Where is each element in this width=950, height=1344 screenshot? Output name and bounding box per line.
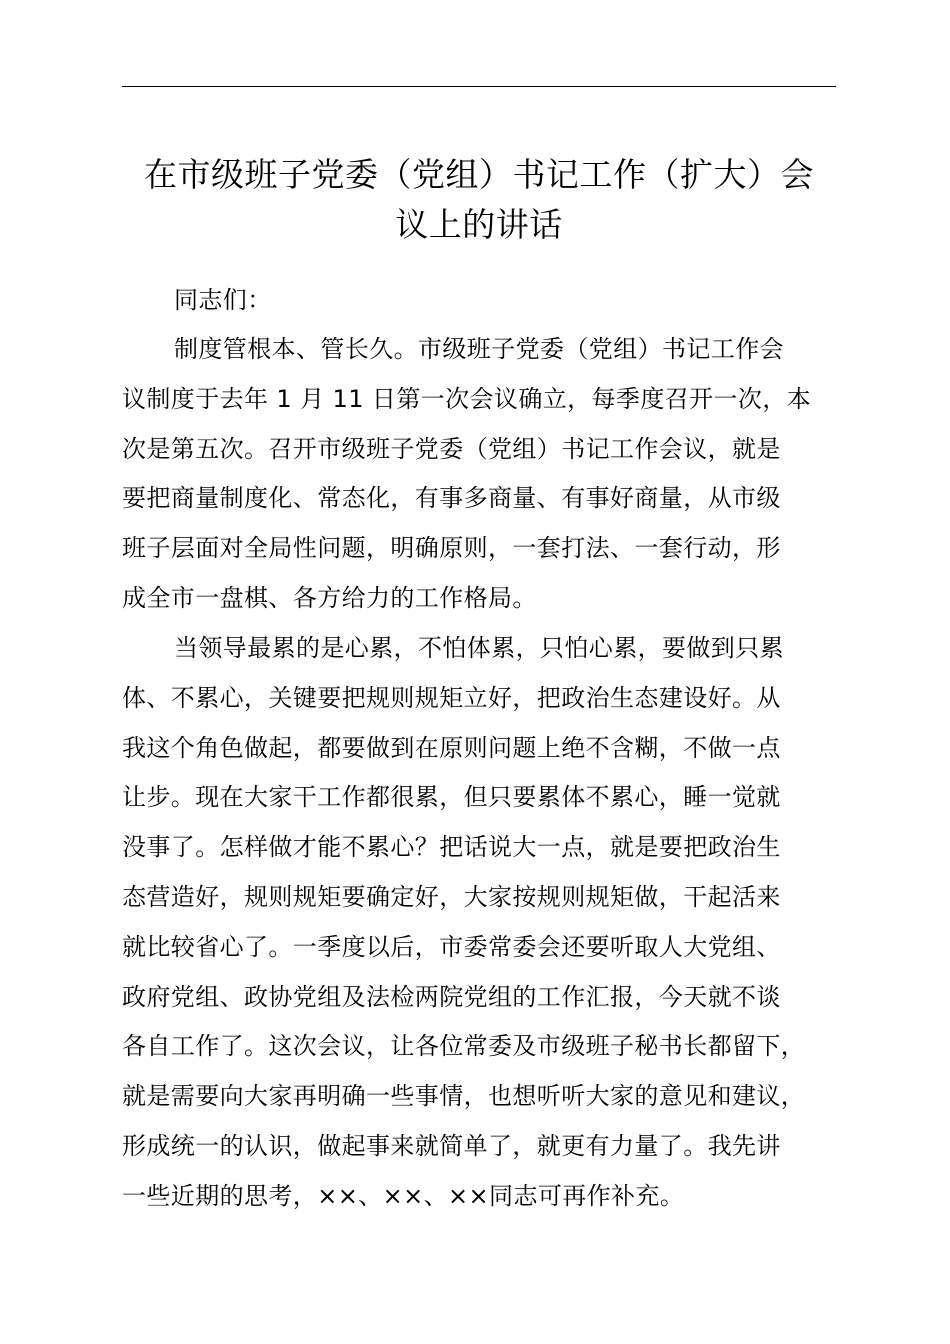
title-line-2: 议上的讲话 [395,205,563,244]
title-line-1: 在市级班子党委（党组）书记工作（扩大）会 [144,155,814,194]
paragraph-line: 成全市一盘棋、各方给力的工作格局。 [122,583,537,612]
paragraph-line: 当领导最累的是心累，不怕体累，只怕心累，要做到只累 [174,634,784,662]
paragraph-line: 要把商量制度化、常态化，有事多商量、有事好商量，从市级 [122,484,781,513]
paragraph-line: 态营造好，规则规矩要确定好，大家按规则规矩做，干起活来 [122,882,781,911]
paragraph-line: 班子层面对全局性问题，明确原则，一套打法、一套行动，形 [122,534,781,563]
paragraph-line: 就是需要向大家再明确一些事情，也想听听大家的意见和建议， [122,1082,806,1111]
paragraph-1 [122,325,862,624]
paragraph-line: 让步。现在大家干工作都很累，但只要累体不累心，睡一觉就 [122,783,781,812]
document-title [122,150,836,250]
paragraph-line: 各自工作了。这次会议，让各位常委及市级班子秘书长都留下， [122,1032,806,1061]
paragraph-line: 政府党组、政协党组及法检两院党组的工作汇报，今天就不谈 [122,982,781,1011]
paragraph-line: 次是第五次。召开市级班子党委（党组）书记工作会议，就是 [122,434,781,463]
paragraph-line: 没事了。怎样做才能不累心？把话说大一点，就是要把政治生 [122,833,781,862]
paragraph-line: 体、不累心，关键要把规则规矩立好，把政治生态建设好。从 [122,683,781,712]
paragraph-line: 形成统一的认识，做起事来就简单了，就更有力量了。我先讲 [122,1131,781,1160]
header-rule [122,86,836,87]
paragraph-line: 我这个角色做起，都要做到在原则问题上绝不含糊，不做一点 [122,733,781,762]
paragraph-line: 制度管根本、管长久。市级班子党委（党组）书记工作会 [174,335,784,363]
paragraph-line: 议制度于去年 1 月 11 日第一次会议确立，每季度召开一次，本 [122,384,812,413]
paragraph-2 [122,624,862,1222]
paragraph-line: 一些近期的思考，××、××、××同志可再作补充。 [122,1181,685,1210]
greeting: 同志们： [174,286,272,314]
paragraph-line: 就比较省心了。一季度以后，市委常委会还要听取人大党组、 [122,932,781,961]
